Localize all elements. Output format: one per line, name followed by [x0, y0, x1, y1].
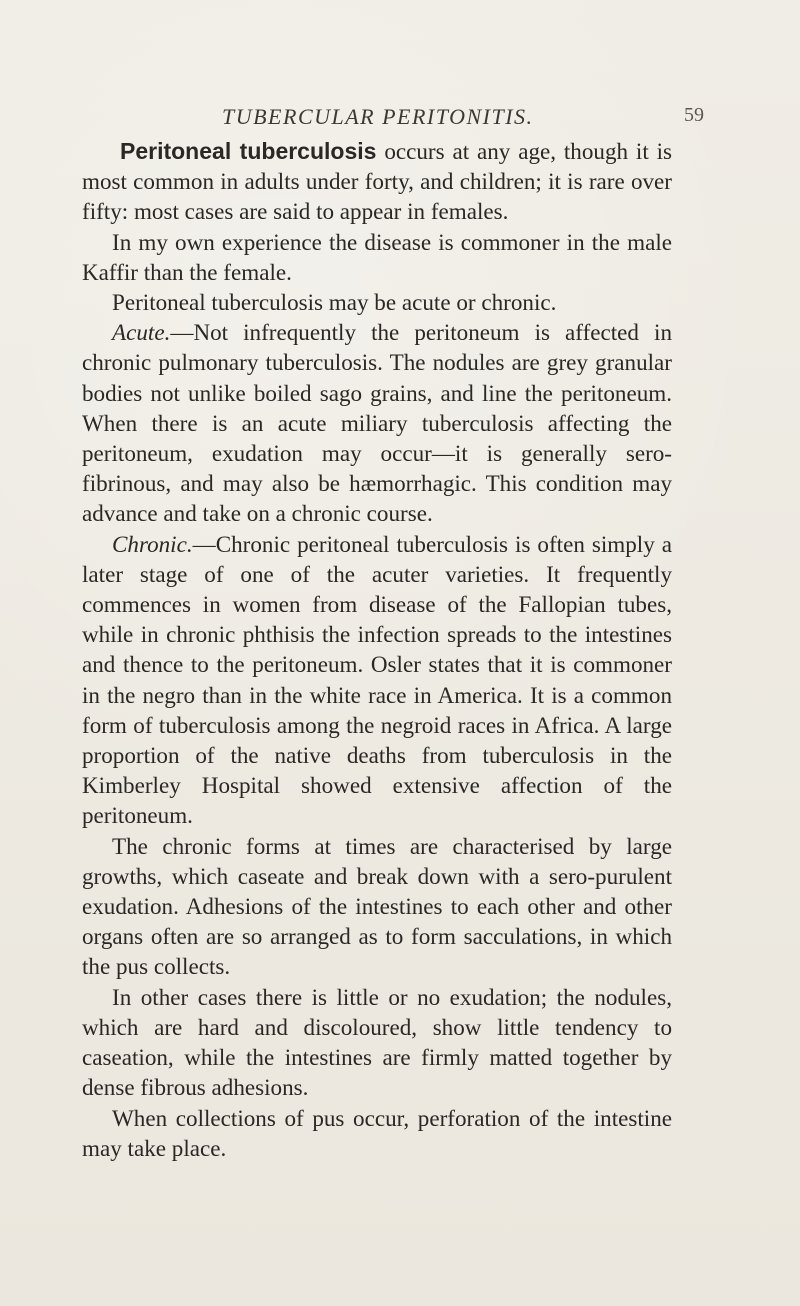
paragraph-experience	[82, 227, 672, 287]
paragraph-acute	[82, 317, 672, 528]
paragraph-chronic-forms	[82, 831, 672, 982]
experience-text: In my own experience the disease is commoner in the male Kaffir than the female.	[82, 228, 672, 285]
page-header	[222, 104, 704, 136]
chronic-text: —Chronic peritoneal tuberculosis is often simply a later stage of one of the acuter varieties. It frequently commences in women from disease of the Fallopian tubes, while in chronic phthisis the infection spreads to the intestines and thence to the peritoneum. Osler states that it is commoner in the negro than in the white race in America. It is a common form of tuberculosis among the negroid races in Africa. A large proportion of the native deaths from tuberculosis in the Kimberley Hospital showed extensive affection of the peritoneum.	[82, 530, 672, 829]
perforation-text: When collections of pus occur, perforation of the intestine may take place.	[82, 1104, 672, 1161]
paragraph-chronic	[82, 529, 672, 831]
acute-text: —Not infrequently the peritoneum is affected in chronic pulmonary tuberculosis. The nodules are grey granular bodies not unlike boiled sago grains, and line the peritoneum. When there is an acute miliary tuberculosis affecting the peritoneum, exudation may occur—it is generally sero-fibrinous, and may also be hæmorrhagic. This condition may advance and take on a chronic course.	[82, 319, 672, 527]
acute-heading: Acute.	[112, 319, 171, 346]
other-cases-text: In other cases there is little or no exudation; the nodules, which are hard and discoloured, show little tendency to caseation, while the intestines are firmly matted together by dense fibrous adhesions.	[82, 983, 672, 1101]
paragraph-other-cases	[82, 982, 672, 1103]
paragraph-forms	[82, 287, 672, 317]
body-text	[82, 136, 672, 1163]
forms-text: Peritoneal tuberculosis may be acute or chronic.	[112, 289, 557, 316]
intro-text: occurs at any age, though it is most common in adults under forty, and children; it is rare over fifty: most cases are said to appear in females.	[82, 138, 672, 225]
chronic-forms-text: The chronic forms at times are characterised by large growths, which caseate and break down with a sero-purulent exudation. Adhesions of the intestines to each other and other organs often are so arranged as to form sacculations, in which the pus collects.	[82, 832, 672, 980]
running-title: TUBERCULAR PERITONITIS.	[222, 104, 534, 129]
intro-lead-term: Peritoneal tuberculosis	[120, 138, 377, 164]
paragraph-perforation	[82, 1103, 672, 1163]
paragraph-intro	[82, 136, 672, 227]
page-number: 59	[684, 104, 704, 126]
chronic-heading: Chronic.	[112, 530, 193, 557]
